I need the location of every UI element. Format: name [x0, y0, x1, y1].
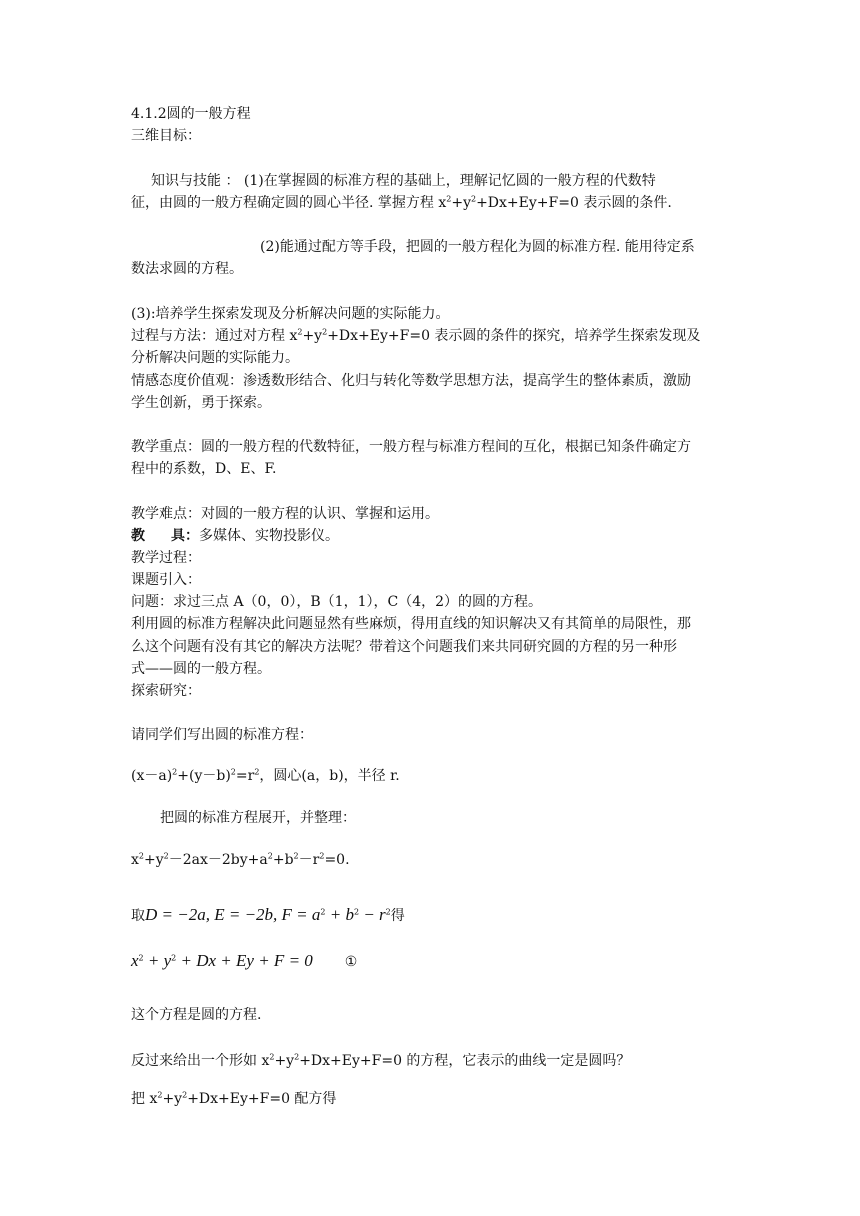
motivation-line-3: 式——圆的一般方程。	[131, 661, 271, 677]
general-equation: $x^2 + y^2 + Dx + Ey + F = 0$ ①	[131, 951, 358, 970]
section-title: 4.1.2圆的一般方程	[131, 106, 251, 122]
objective-3: (3):培养学生探索发现及分析解决问题的实际能力。	[131, 306, 450, 322]
difficulty-line: 教学难点：对圆的一般方程的认识、掌握和运用。	[131, 506, 439, 522]
teaching-tools-line: 教 具：多媒体、实物投影仪。	[131, 528, 339, 544]
objectives-heading: 三维目标：	[131, 128, 201, 144]
equation-number: ①	[344, 954, 358, 970]
introduction-heading: 课题引入：	[131, 572, 201, 588]
attitude-line-1: 情感态度价值观：渗透数形结合、化归与转化等数学思想方法，提高学生的整体素质，激励	[131, 373, 691, 389]
problem-line: 问题：求过三点 A（0，0），B（1，1），C（4，2）的圆的方程。	[131, 594, 543, 610]
teaching-process-heading: 教学过程：	[131, 550, 201, 566]
question-line: 反过来给出一个形如 $x^2+y^2+Dx+Ey+F=0$ 的方程，它表示的曲线一定是圆吗？	[131, 1052, 631, 1069]
knowledge-skill-line-2: 征，由圆的一般方程确定圆的圆心半径. 掌握方程 $x^2+y^2+Dx+Ey+F=0$ 表示圆的条件.	[131, 194, 672, 211]
motivation-line-2: 么这个问题有没有其它的解决方法呢？带着这个问题我们来共同研究圆的方程的另一种形	[131, 639, 677, 655]
objective-2-line-2: 数法求圆的方程。	[131, 261, 243, 277]
key-point-line-1: 教学重点：圆的一般方程的代数特征，一般方程与标准方程间的互化，根据已知条件确定方	[131, 439, 691, 455]
standard-equation: $(x-a)^2+(y-b)^2=r^2$，圆心(a，b)，半径 r.	[131, 767, 400, 784]
motivation-line-1: 利用圆的标准方程解决此问题显然有些麻烦，得用直线的知识解决又有其简单的局限性，那	[131, 616, 691, 632]
process-method-line-2: 分析解决问题的实际能力。	[131, 350, 299, 366]
knowledge-skill-line-1: 知识与技能 ： (1)在掌握圆的标准方程的基础上，理解记忆圆的一般方程的代数特	[151, 173, 656, 189]
prompt-standard-eq: 请同学们写出圆的标准方程：	[131, 727, 313, 743]
process-method-line-1: 过程与方法：通过对方程 $x^2+y^2+Dx+Ey+F=0$ 表示圆的条件的探究，培养学生探索发现及	[131, 327, 701, 344]
attitude-line-2: 学生创新，勇于探索。	[131, 395, 271, 411]
expanded-equation: $x^2+y^2-2ax-2by+a^2+b^2-r^2=0$.	[131, 851, 350, 868]
substitution-line: 取D = −2a, E = −2b, $F = a^2 + b^2 - r^2$得	[131, 905, 405, 924]
conclusion-line: 这个方程是圆的方程.	[131, 1007, 262, 1023]
explore-heading: 探索研究：	[131, 683, 201, 699]
expand-instruction: 把圆的标准方程展开，并整理：	[160, 810, 356, 826]
key-point-line-2: 程中的系数，D、E、F.	[131, 461, 277, 477]
complete-square-line: 把 $x^2+y^2+Dx+Ey+F=0$ 配方得	[131, 1090, 337, 1107]
objective-2-line-1: (2)能通过配方等手段，把圆的一般方程化为圆的标准方程. 能用待定系	[260, 239, 695, 255]
